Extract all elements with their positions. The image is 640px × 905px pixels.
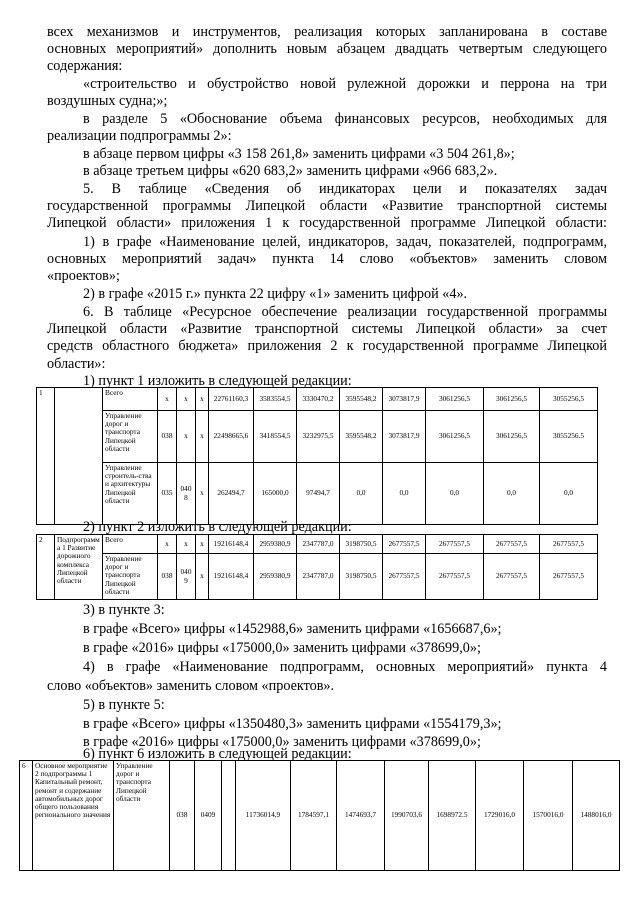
table-cell: 3232975,5	[297, 411, 340, 463]
table-cell: 3073817,9	[383, 388, 426, 411]
table-row	[37, 388, 598, 411]
resource-table-item-6	[19, 760, 620, 871]
item-name: Основное мероприятие 2 подпрограммы 1 Капитальный ремонт, ремонт и содержание автомобильных дорог общего пользования регионального значения	[33, 761, 114, 871]
paragraph-line: 3) в пункте 3:	[83, 602, 165, 618]
table-cell: х	[196, 388, 209, 411]
paragraph-line: в графе «Всего» цифры «1350480,3» заменить цифрами «1554179,3»;	[83, 716, 502, 732]
table-cell: 0409	[177, 554, 196, 600]
table-cell: х	[196, 554, 209, 600]
table-cell: х	[196, 411, 209, 463]
table-cell: 22761160,3	[209, 388, 254, 411]
table-cell: 3073817,9	[383, 411, 426, 463]
resource-table-item-1	[36, 387, 598, 525]
table-cell: 2677557,5	[540, 535, 598, 554]
table-cell: Управление дорог и транспорта Липецкой области	[103, 554, 158, 600]
table-cell: 2677557,5	[383, 535, 426, 554]
paragraph-line: 1) в графе «Наименование целей, индикаторов, задач, показателей, подпрограмм,	[83, 234, 607, 250]
paragraph-line: воздушных судна;»;	[47, 93, 168, 109]
table-cell: 3198750,5	[340, 554, 383, 600]
table-cell: 1990703,6	[385, 761, 429, 871]
item-name	[55, 388, 103, 525]
table-cell: Управление дорог и транспорта Липецкой области	[103, 411, 158, 463]
paragraph-line: «проектов»;	[47, 268, 120, 284]
paragraph-line: содержания:	[47, 58, 123, 74]
table-cell: 2347787,0	[297, 535, 340, 554]
table-cell: 2677557,5	[484, 554, 540, 600]
paragraph-line: области»:	[47, 356, 106, 372]
paragraph-line: 5. В таблице «Сведения об индикаторах цели и показателях задач	[83, 181, 607, 197]
paragraph-line: всех механизмов и инструментов, реализация которых запланирована в составе	[47, 24, 607, 40]
paragraph-line: в графе «2016» цифры «175000,0» заменить цифрами «378699,0»;	[83, 640, 481, 656]
table-row	[37, 535, 598, 554]
table-cell: Всего	[103, 535, 158, 554]
item-number: 1	[37, 388, 55, 525]
table-cell: 165000,0	[254, 463, 297, 525]
table-cell: 19216148,4	[209, 554, 254, 600]
table-cell: 2347787,0	[297, 554, 340, 600]
paragraph-line: средств областного бюджета» приложения 2 к государственной программе Липецкой	[47, 338, 607, 354]
table-cell: 3061256,5	[426, 411, 484, 463]
table-cell: 0,0	[426, 463, 484, 525]
table-cell: 3330470,2	[297, 388, 340, 411]
table-cell: 0,0	[383, 463, 426, 525]
table-cell: х	[177, 535, 196, 554]
table-cell: 3061256,5	[484, 388, 540, 411]
table-cell: 3061256,5	[484, 411, 540, 463]
table-cell: 2677557,5	[540, 554, 598, 600]
table-cell: 19216148,4	[209, 535, 254, 554]
table-cell: 0408	[177, 463, 196, 525]
table-cell: 1474693,7	[337, 761, 385, 871]
paragraph-line: в абзаце третьем цифры «620 683,2» заменить цифрами «966 683,2».	[83, 163, 498, 179]
table-cell: 2959380,9	[254, 535, 297, 554]
table-cell: 262494,7	[209, 463, 254, 525]
paragraph-line: основных мероприятий» дополнить новым абзацем двадцать четвертым следующего	[47, 41, 607, 57]
paragraph-line: в графе «2016» цифры «175000,0» заменить цифрами «378699,0»;	[83, 734, 481, 750]
paragraph-line: в абзаце первом цифры «3 158 261,8» заменить цифрами «3 504 261,8»;	[83, 146, 515, 162]
table-cell: х	[158, 535, 177, 554]
table-cell: Управление строитель-ства и архитектуры Липецкой области	[103, 463, 158, 525]
table-cell: 3055256.5	[540, 411, 598, 463]
table-cell: 1784597,1	[291, 761, 337, 871]
paragraph-line: Липецкой области «Развитие транспортной системы Липецкой области» за счет	[47, 321, 607, 337]
table-cell: 97494,7	[297, 463, 340, 525]
paragraph-line: 6. В таблице «Ресурсное обеспечение реализации государственной программы	[83, 304, 607, 320]
paragraph-line: реализации подпрограммы 2»:	[47, 128, 232, 144]
table-cell: Всего	[103, 388, 158, 411]
paragraph-line: 2) в графе «2015 г.» пункта 22 цифру «1» заменить цифрой «4».	[83, 286, 468, 302]
item-name: Подпрограмма 1 Развитие дорожного комплекса Липецкой области	[55, 535, 103, 600]
item-number: 2	[37, 535, 55, 600]
table-cell: х	[177, 388, 196, 411]
table-cell: 0,0	[540, 463, 598, 525]
paragraph-line: в разделе 5 «Обоснование объема финансовых ресурсов, необходимых для	[83, 111, 607, 127]
paragraph-line: 6) пункт 6 изложить в следующей редакции:	[83, 746, 352, 762]
table-cell: 3198750,5	[340, 535, 383, 554]
table-row	[37, 411, 598, 463]
table-cell: 3055256,5	[540, 388, 598, 411]
table-cell: 035	[158, 463, 177, 525]
paragraph-line: 2) пункт 2 изложить в следующей редакции:	[83, 519, 352, 535]
table-cell: 2677557,5	[383, 554, 426, 600]
table-cell: Управление дорог и транспорта Липецкой области	[114, 761, 170, 871]
table-cell: 1729016,0	[476, 761, 524, 871]
table-cell: 11736014,9	[236, 761, 291, 871]
table-cell: 3595548,2	[340, 388, 383, 411]
table-cell: х	[196, 535, 209, 554]
paragraph-line: в графе «Всего» цифры «1452988,6» заменить цифрами «1656687,6»;	[83, 621, 502, 637]
paragraph-line: основных мероприятий задач» пункта 14 слово «объектов» заменить словом	[47, 251, 607, 267]
table-cell: 038	[158, 411, 177, 463]
table-cell: х	[196, 463, 209, 525]
table-cell: 3061256,5	[426, 388, 484, 411]
table-row	[20, 761, 620, 871]
table-cell: 2959380,9	[254, 554, 297, 600]
table-cell: 2677557,5	[484, 535, 540, 554]
table-cell: 0409	[195, 761, 222, 871]
table-cell: 1698972.5	[429, 761, 476, 871]
table-cell: 2677557,5	[426, 535, 484, 554]
paragraph-line: слово «объектов» заменить словом «проектов».	[47, 678, 335, 694]
table-row	[37, 554, 598, 600]
table-cell: 1488016,0	[573, 761, 620, 871]
table-cell: 0,0	[484, 463, 540, 525]
paragraph-line: Липецкой области» приложения 1 к государственной программе Липецкой области:	[47, 215, 607, 231]
table-cell: 0,0	[340, 463, 383, 525]
paragraph-line: государственной программы Липецкой области «Развитие транспортной системы	[47, 198, 607, 214]
table-cell: 3418554,5	[254, 411, 297, 463]
table-cell: 038	[158, 554, 177, 600]
paragraph-line: 5) в пункте 5:	[83, 697, 165, 713]
paragraph-line: 1) пункт 1 изложить в следующей редакции:	[83, 373, 352, 389]
table-row	[37, 463, 598, 525]
paragraph-line: 4) в графе «Наименование подпрограмм, основных мероприятий» пункта 4	[83, 659, 607, 675]
table-cell: 22498665,6	[209, 411, 254, 463]
table-cell	[222, 761, 236, 871]
table-cell: 038	[170, 761, 195, 871]
table-cell: х	[158, 388, 177, 411]
table-cell: 1570016,0	[524, 761, 573, 871]
table-cell: х	[177, 411, 196, 463]
table-cell: 3583554,5	[254, 388, 297, 411]
item-number: 6	[20, 761, 33, 871]
table-cell: 2677557,5	[426, 554, 484, 600]
paragraph-line: «строительство и обустройство новой рулежной дорожки и перрона на три	[83, 76, 607, 92]
resource-table-item-2	[36, 534, 598, 600]
table-cell: 3595548,2	[340, 411, 383, 463]
